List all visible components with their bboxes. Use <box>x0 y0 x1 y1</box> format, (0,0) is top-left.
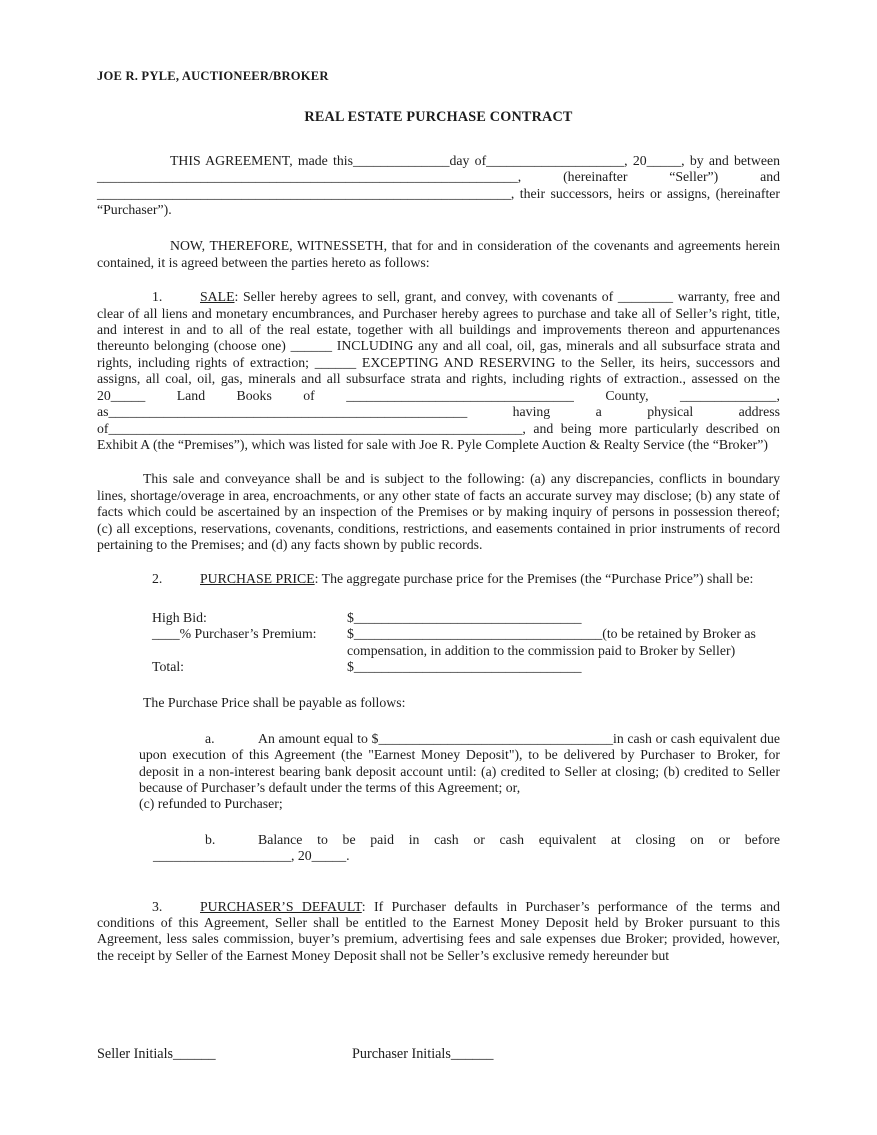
compensation-note: compensation, in addition to the commission paid to Broker by Seller) <box>347 642 736 658</box>
item-a-body: An amount equal to $__________________________________in cash or cash equivalent due upon execution of this Agreement (the "Earnest Money Deposit"), to be delivered by Purchaser to Broker, for deposit in a non-interest bearing bank deposit account until: (a) credited to Seller at closing; (b) credited to Seller because of Purchaser’s default under the terms of this Agreement; or, <box>139 730 780 795</box>
item-a-letter: a. <box>205 730 215 746</box>
item-a-paragraph <box>97 731 780 797</box>
section-3-purchasers-default <box>97 899 780 965</box>
section-3-body: : If Purchaser defaults in Purchaser’s performance of the terms and conditions of this Agreement, Seller shall be entitled to the Earnest Money Deposit held by Broker pursuant to this Agreement, less sales commission, buyer’s premium, advertising fees and sale expenses due Broker; provided, however, the receipt by Seller of the Earnest Money Deposit shall not be Seller’s exclusive remedy hereunder but <box>97 898 781 963</box>
initials-footer <box>97 1046 780 1066</box>
broker-header: JOE R. PYLE, AUCTIONEER/BROKER <box>97 69 329 83</box>
total-blank: $_________________________________ <box>347 658 582 674</box>
purchase-price-table <box>152 610 780 676</box>
section-1-heading: SALE <box>200 289 235 305</box>
purchaser-initials-label: Purchaser Initials______ <box>352 1046 494 1062</box>
high-bid-blank: $_________________________________ <box>347 609 582 625</box>
item-a-tail: (c) refunded to Purchaser; <box>139 796 283 812</box>
table-row <box>152 610 780 626</box>
purchasers-premium-blank: $____________________________________(to be retained by Broker as <box>347 626 756 642</box>
section-3-heading: PURCHASER’S DEFAULT <box>200 898 362 914</box>
total-label: Total: <box>152 658 184 674</box>
item-b-body: Balance to be paid in cash or cash equivalent at closing on or before <box>258 831 780 847</box>
purchasers-premium-label: ____% Purchaser’s Premium: <box>152 626 317 642</box>
item-b-date-blank: ____________________, 20_____. <box>153 848 350 864</box>
section-1-body: : Seller hereby agrees to sell, grant, and convey, with covenants of ________ warranty, free and clear of all liens and monetary encumbrances, and Purchaser hereby agrees to purchase and take all of Seller’s right, title, and interest in and to all of the real estate, together with all buildings and improvements thereon and appurtenances thereunto belonging (choose one) ______ INCLUDING any and all coal, oil, gas, minerals and all subsurface strata and rights, including rights of extraction; ______ EXCEPTING AND RESERVING to the Seller, its heirs, successors and assigns, all coal, oil, gas, minerals and all subsurface strata and rights, including rights of extraction., assessed on the 20_____ Land Books of _________________________________ County, ______________, as____________________________________________________ having a physical address of____________________________________________________________, and being more particularly described on Exhibit A (the “Premises”), which was listed for sale with Joe R. Pyle Complete Auction & Realty Service (the “Broker”) <box>97 289 780 452</box>
agreement-intro-paragraph: THIS AGREEMENT, made this______________day of____________________, 20_____, by and between _____________________________________________________________, (hereinafter “Seller”) and ____________________________________________________________, their successors, heirs or assigns, (hereinafter “Purchaser”). <box>97 152 780 218</box>
section-1-sale <box>97 289 780 453</box>
section-2-body: : The aggregate purchase price for the Premises (the “Purchase Price”) shall be: <box>314 571 754 587</box>
section-2-number: 2. <box>152 571 163 587</box>
table-row <box>152 659 780 675</box>
item-b-letter: b. <box>205 831 216 847</box>
table-row <box>152 643 780 659</box>
document-title: REAL ESTATE PURCHASE CONTRACT <box>304 109 573 126</box>
empty-label <box>152 643 347 659</box>
item-b-paragraph <box>97 832 780 848</box>
table-row <box>152 626 780 642</box>
section-2-purchase-price <box>97 571 780 587</box>
section-3-number: 3. <box>152 898 163 914</box>
witnesseth-paragraph: NOW, THEREFORE, WITNESSETH, that for and in consideration of the covenants and agreements herein contained, it is agreed between the parties hereto as follows: <box>97 238 780 270</box>
sale-subject-paragraph: This sale and conveyance shall be and is subject to the following: (a) any discrepancies, conflicts in boundary lines, shortage/overage in area, encroachments, or any other state of facts an accurate survey may disclose; (b) any state of facts which could be ascertained by an inspection of the Premises or by making inquiry of persons in possession thereof; (c) all exceptions, reservations, covenants, conditions, restrictions, and easements contained in prior instruments of record pertaining to the Premises; and (d) any facts shown by public records. <box>97 471 780 552</box>
seller-initials-label: Seller Initials______ <box>97 1046 216 1062</box>
payable-intro: The Purchase Price shall be payable as follows: <box>143 695 406 711</box>
high-bid-label: High Bid: <box>152 609 207 625</box>
section-1-number: 1. <box>152 289 163 305</box>
section-2-heading: PURCHASE PRICE <box>200 571 315 587</box>
